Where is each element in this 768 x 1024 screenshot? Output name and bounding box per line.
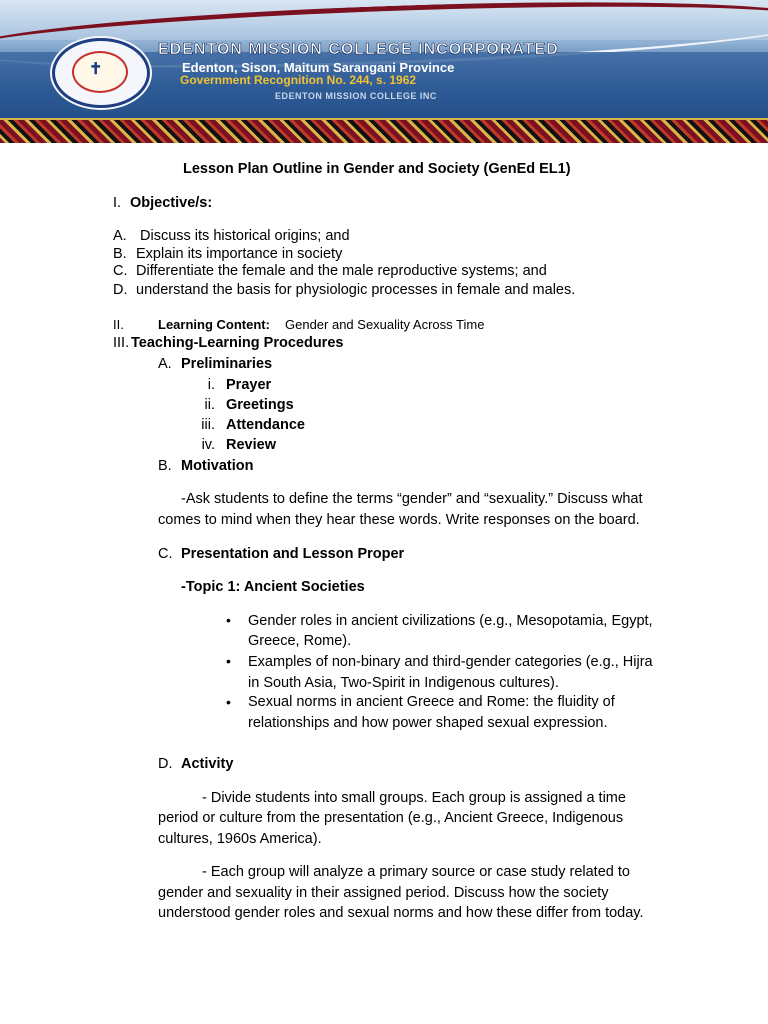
section3-heading: Teaching-Learning Procedures [131, 335, 344, 351]
presentation-letter: C. [158, 546, 173, 562]
activity-p2-line-3: understood gender roles and sexual norms and how these differ from today. [158, 905, 644, 921]
activity-p1-line-3: cultures, 1960s America). [158, 831, 322, 847]
activity-p1-line-1: - Divide students into small groups. Each group is assigned a time [202, 790, 626, 806]
school-seal-logo [52, 38, 150, 108]
objective-a: Discuss its historical origins; and [140, 228, 350, 244]
bullet-dot-2: • [226, 653, 231, 669]
activity-heading: Activity [181, 756, 234, 772]
prelim-numeral-iv: iv. [201, 437, 215, 453]
motivation-line-2: comes to mind when they hear these words. Write responses on the board. [158, 512, 640, 528]
motivation-heading: Motivation [181, 458, 254, 474]
objective-b: Explain its importance in society [136, 246, 343, 262]
preliminaries-heading: Preliminaries [181, 356, 273, 372]
objective-d: understand the basis for physiologic processes in female and males. [136, 282, 576, 298]
prelim-greetings: Greetings [226, 397, 294, 413]
bullet-1-line-1: Gender roles in ancient civilizations (e.g., Mesopotamia, Egypt, [248, 613, 653, 629]
activity-p2-line-1: - Each group will analyze a primary source or case study related to [202, 864, 630, 880]
bullet-3-line-2: relationships and how power shaped sexual expression. [248, 715, 608, 731]
book-icon: ✝ [89, 61, 103, 78]
bullet-1-line-2: Greece, Rome). [248, 633, 352, 649]
topic-1-heading: -Topic 1: Ancient Societies [181, 579, 365, 595]
objective-letter-b: B. [113, 246, 127, 262]
section1-numeral: I. [113, 195, 122, 211]
section3-numeral: III. [113, 335, 130, 351]
school-address: Edenton, Sison, Maitum Sarangani Province [182, 60, 455, 75]
presentation-heading: Presentation and Lesson Proper [181, 546, 405, 562]
objective-letter-d: D. [113, 282, 128, 298]
header-banner [0, 0, 768, 143]
activity-p2-line-2: gender and sexuality in their assigned period. Discuss how the society [158, 885, 609, 901]
section1-heading: Objective/s: [130, 195, 213, 211]
preliminaries-letter: A. [158, 356, 172, 372]
building-sign: EDENTON MISSION COLLEGE INC [275, 91, 437, 101]
activity-p1-line-2: period or culture from the presentation (e.g., Ancient Greece, Indigenous [158, 810, 624, 826]
bullet-3-line-1: Sexual norms in ancient Greece and Rome: the fluidity of [248, 694, 615, 710]
objective-c: Differentiate the female and the male reproductive systems; and [136, 263, 547, 279]
prelim-numeral-i: i. [207, 377, 215, 393]
school-name: EDENTON MISSION COLLEGE INCORPORATED [158, 41, 559, 58]
objective-letter-c: C. [113, 263, 128, 279]
section2-label: Learning Content: [158, 317, 270, 332]
motivation-line-1: -Ask students to define the terms “gender” and “sexuality.” Discuss what [181, 491, 643, 507]
prelim-review: Review [226, 437, 276, 453]
section2-content: Gender and Sexuality Across Time [285, 317, 485, 332]
government-recognition: Government Recognition No. 244, s. 1962 [180, 73, 417, 87]
prelim-numeral-iii: iii. [201, 417, 215, 433]
section2-numeral: II. [113, 317, 124, 332]
activity-letter: D. [158, 756, 173, 772]
prelim-prayer: Prayer [226, 377, 272, 393]
document-title: Lesson Plan Outline in Gender and Society (GenEd EL1) [183, 161, 571, 177]
tribal-pattern-strip [0, 118, 768, 143]
bullet-dot-3: • [226, 694, 231, 710]
bullet-2-line-2: in South Asia, Two-Spirit in Indigenous cultures). [248, 675, 559, 691]
prelim-attendance: Attendance [226, 417, 305, 433]
prelim-numeral-ii: ii. [204, 397, 215, 413]
bullet-dot-1: • [226, 612, 231, 628]
motivation-letter: B. [158, 458, 172, 474]
objective-letter-a: A. [113, 228, 127, 244]
bullet-2-line-1: Examples of non-binary and third-gender categories (e.g., Hijra [248, 654, 653, 670]
